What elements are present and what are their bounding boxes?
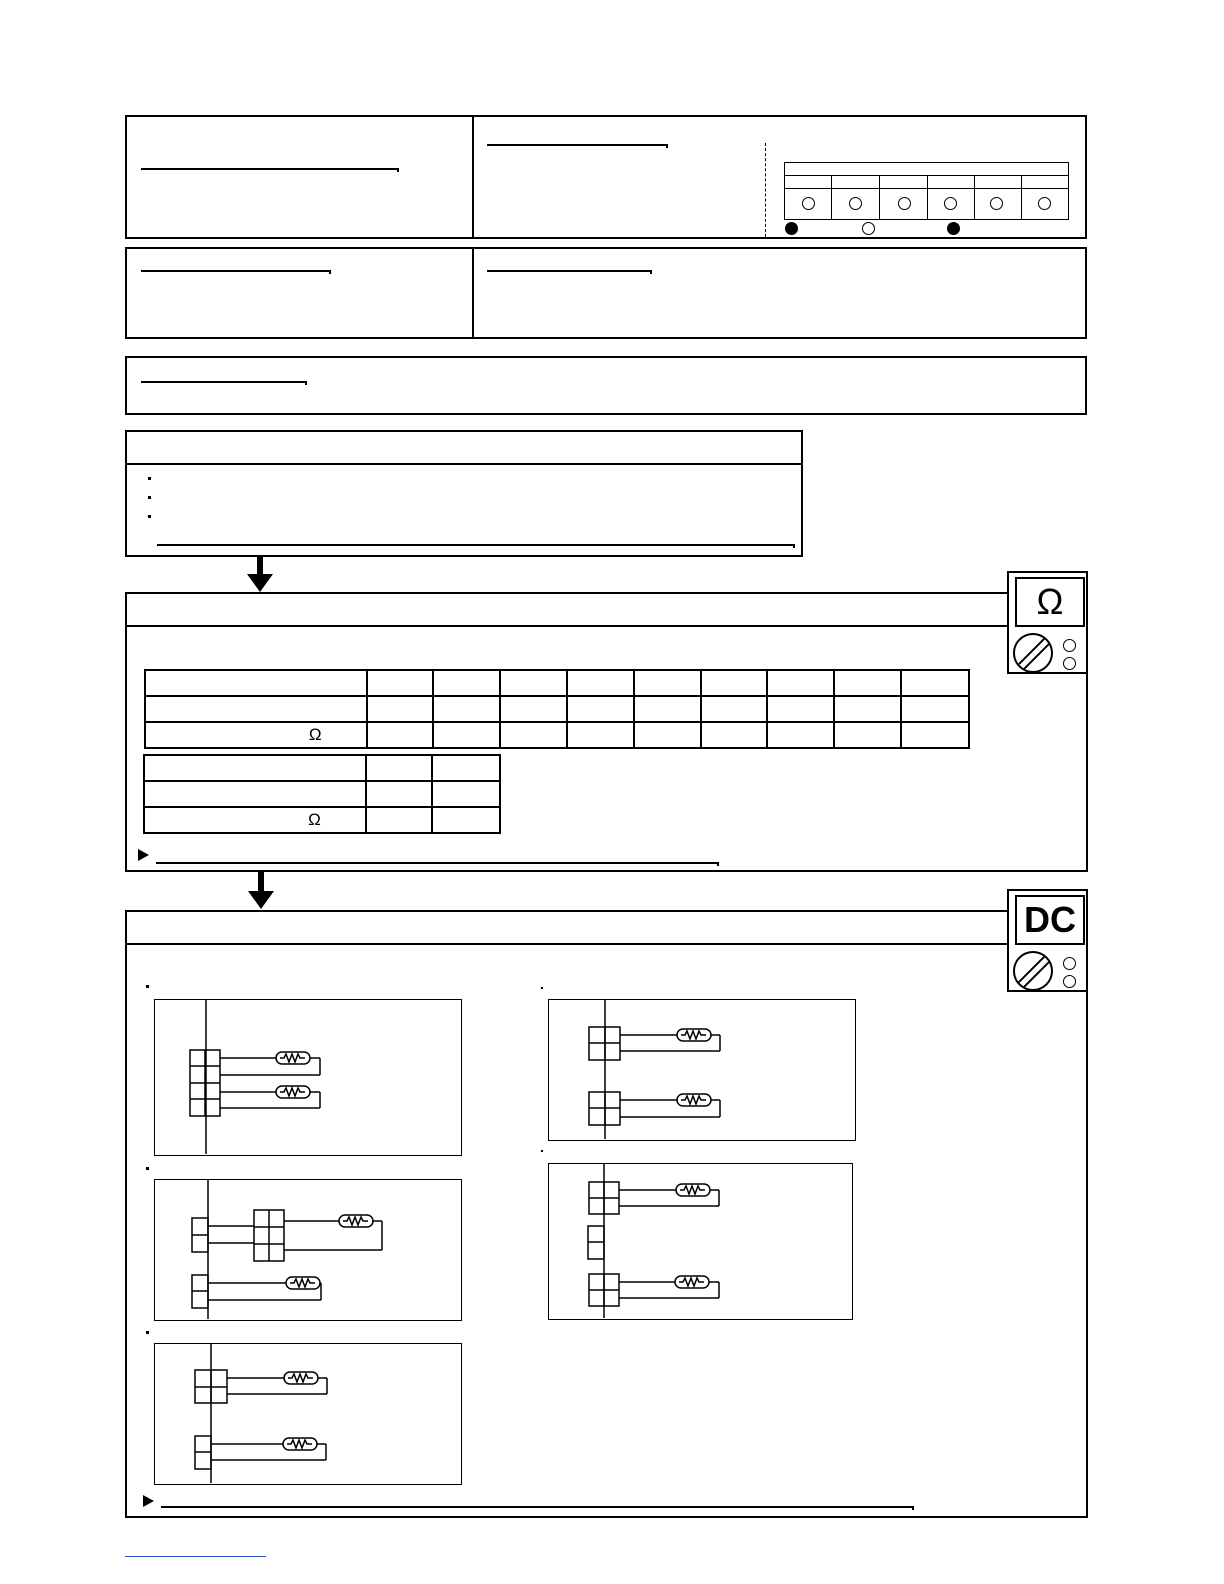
table-row bbox=[144, 755, 500, 781]
indicator-grid-col-line bbox=[1021, 175, 1022, 220]
precheck-bullet-3 bbox=[148, 515, 151, 518]
header-1-mid-underline bbox=[487, 144, 666, 146]
legend-off-icon bbox=[862, 222, 875, 235]
header-1-left-underline bbox=[141, 168, 397, 170]
ohmmeter-jack-icon bbox=[1063, 657, 1076, 670]
header-row-1-divider bbox=[472, 115, 474, 239]
indicator-grid-col-line bbox=[831, 175, 832, 220]
flow-arrow-2-head bbox=[248, 891, 274, 909]
voltage-note-marker bbox=[143, 1495, 154, 1507]
dc-voltmeter-display bbox=[1015, 895, 1085, 945]
ohmmeter-display bbox=[1015, 577, 1085, 627]
diagram-b-bullet bbox=[146, 1167, 149, 1170]
resistance-table-1 bbox=[144, 669, 970, 749]
wiring-diagram-b bbox=[154, 1179, 462, 1321]
resistance-table-2 bbox=[143, 754, 501, 834]
resistance-note-marker bbox=[138, 849, 149, 861]
precheck-bullet-1 bbox=[148, 477, 151, 480]
header-row-3 bbox=[125, 356, 1087, 415]
diagram-d-bullet bbox=[541, 987, 543, 989]
wiring-diagram-d bbox=[548, 999, 856, 1141]
indicator-grid-col-line bbox=[974, 175, 975, 220]
wiring-diagram-d-svg bbox=[549, 1000, 854, 1139]
dashed-divider bbox=[765, 143, 766, 237]
voltage-note-underline bbox=[161, 1506, 912, 1508]
wiring-diagram-c-svg bbox=[155, 1344, 460, 1483]
indicator-lamp-3 bbox=[898, 197, 911, 210]
dc-voltmeter-icon bbox=[1007, 889, 1088, 992]
diagram-e-bullet bbox=[541, 1150, 543, 1152]
header-row-2 bbox=[125, 247, 1087, 339]
flow-arrow-1-shaft bbox=[257, 557, 263, 575]
table2-unit-label: Ω bbox=[308, 810, 321, 829]
voltage-header-line bbox=[125, 943, 1008, 945]
indicator-lamp-5 bbox=[990, 197, 1003, 210]
indicator-lamp-6 bbox=[1038, 197, 1051, 210]
wiring-diagram-a-svg bbox=[155, 1000, 460, 1154]
header-2-left-underline bbox=[141, 270, 329, 272]
table-row bbox=[145, 722, 969, 748]
indicator-lamp-1 bbox=[802, 197, 815, 210]
flow-arrow-1-head bbox=[247, 574, 273, 592]
header-row-2-divider bbox=[472, 247, 474, 339]
ohmmeter-icon bbox=[1007, 571, 1088, 674]
dc-voltmeter-jack-icon bbox=[1063, 975, 1076, 988]
flow-arrow-2-shaft bbox=[258, 872, 264, 892]
legend-blink-icon bbox=[947, 222, 960, 235]
wiring-diagram-e-svg bbox=[549, 1164, 851, 1318]
wiring-diagram-a bbox=[154, 999, 462, 1156]
table1-unit-label: Ω bbox=[308, 725, 322, 744]
wiring-diagram-b-svg bbox=[155, 1180, 460, 1319]
table-row bbox=[144, 781, 500, 807]
ohmmeter-dial-icon bbox=[1013, 633, 1053, 673]
header-3-underline bbox=[141, 381, 305, 383]
indicator-lamp-4 bbox=[944, 197, 957, 210]
ohmmeter-label: Ω bbox=[1036, 581, 1064, 622]
indicator-grid-col-line bbox=[927, 175, 928, 220]
table-row bbox=[144, 807, 500, 833]
indicator-grid-col-line bbox=[879, 175, 880, 220]
dc-voltmeter-jack-icon bbox=[1063, 957, 1076, 970]
precheck-bullet-2 bbox=[148, 496, 151, 499]
precheck-header-line bbox=[125, 463, 803, 465]
ohmmeter-jack-icon bbox=[1063, 639, 1076, 652]
wiring-diagram-c bbox=[154, 1343, 462, 1485]
indicator-lamp-2 bbox=[849, 197, 862, 210]
dc-voltmeter-dial-icon bbox=[1013, 951, 1053, 991]
table-row bbox=[145, 696, 969, 722]
header-2-right-underline bbox=[487, 270, 650, 272]
precheck-underline bbox=[157, 544, 793, 546]
table-row bbox=[145, 670, 969, 696]
footer-link-underline[interactable] bbox=[125, 1556, 266, 1557]
legend-lit-icon bbox=[785, 222, 798, 235]
precheck-box bbox=[125, 430, 803, 557]
wiring-diagram-e bbox=[548, 1163, 853, 1320]
diagram-a-bullet bbox=[146, 985, 149, 988]
resistance-header-line bbox=[125, 625, 1008, 627]
diagram-c-bullet bbox=[146, 1331, 149, 1334]
resistance-note-underline bbox=[156, 862, 717, 864]
dc-voltmeter-label: DC bbox=[1024, 899, 1076, 940]
